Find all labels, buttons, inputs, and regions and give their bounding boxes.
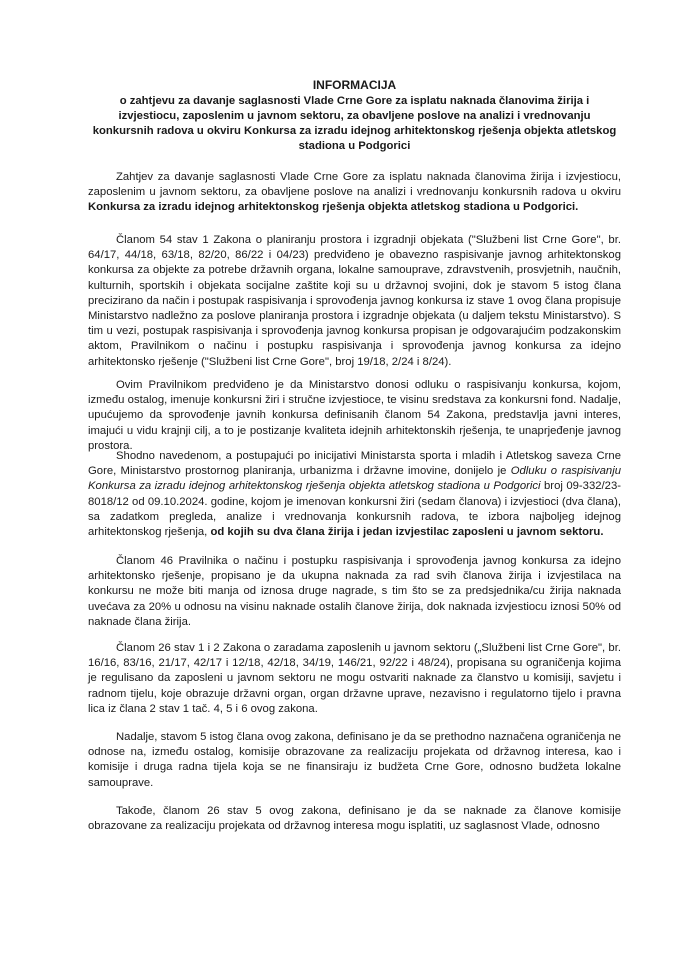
paragraph-decision-bold: od kojih su dva člana žirija i jedan izvjestilac zaposleni u javnom sektoru. <box>210 526 604 539</box>
paragraph-exceptions: Nadalje, stavom 5 istog člana ovog zakona, definisano je da se prethodno naznačena ograničenja ne odnose na, između ostalog, komisije obrazovane za realizaciju projekata od državnog interesa, kao i komisije i druga radna tijela koja se ne finansiraju iz budžeta Crne Gore, odnosno budžeta lokalne samouprave. <box>88 731 621 789</box>
paragraph-law-article-54: Članom 54 stav 1 Zakona o planiranju prostora i izgradnji objekata ("Službeni list Crne Gore", br. 64/17, 44/18, 63/18, 82/20, 86/22 i 04/23) predviđeno je obavezno raspisivanje javnog arhitektonskog konkursa za objekte za potrebe državnih organa, lokalne samouprave, zdravstvenih, prosvjetnih, naučnih, kulturnih, sportskih i objekata socijalne zaštite koji su u državnoj svojini, dok je stavom 5 istog člana precizirano da način i postupak raspisivanja i sprovođenja javnog konkursa iz stave 1 ovog člana propisuje Ministarstvo nadležno za poslove planiranja prostora i izgradnje objekata (u daljem tekstu Ministarstvo). S tim u vezi, postupak raspisivanja i sprovođenja javnog konkursa propisan je odgovarajućim podzakonskim aktom, Pravilnikom o načinu i postupku raspisivanja i sprovođenja javnog konkursa za idejno arhitektonsko rješenje ("Službeni list Crne Gore", broj 19/18, 2/24 i 8/24). <box>88 234 621 368</box>
paragraph-rulebook: Ovim Pravilnikom predviđeno je da Ministarstvo donosi odluku o raspisivanju konkursa, kojom, između ostalog, imenuje konkursni žiri i stručne izvjestioce, te visinu sredstava za konkursni fond. Nadalje, upućujemo da sprovođenje javnih konkursa definisanih članom 54 Zakona, predstavlja javni interes, imajući u vidu krajnji cilj, a to je postizanje kvaliteta idejnih arhitektonskih rješenja, te unaprjeđenje javnog prostora. <box>88 379 621 452</box>
paragraph-request-text: Zahtjev za davanje saglasnosti Vlade Crne Gore za isplatu naknada članovima žirija i izvjestiocu, zaposlenim u javnom sektoru, za obavljene poslove na analizi i vrednovanju konkursnih radova u okviru <box>88 171 621 199</box>
document-heading <box>88 78 621 154</box>
paragraph-decision-italic: Odluku o raspisivanju Konkursa za izradu idejnog arhitektonskog rješenja objekta atletskog stadiona u Podgorici <box>88 465 621 493</box>
document-title: INFORMACIJA <box>312 78 397 92</box>
document-subtitle: o zahtjevu za davanje saglasnosti Vlade Crne Gore za isplatu naknada članovima žirija i izvjestiocu, zaposlenim u javnom sektoru, za obavljene poslove na analizi i vrednovanju konkursnih radova u okviru Konkursa za izradu idejnog arhitektonskog rješenja objekta atletskog stadiona u Podgorici <box>92 95 617 152</box>
paragraph-article-46: Članom 46 Pravilnika o načinu i postupku raspisivanja i sprovođenja javnog konkursa za idejno arhitektonsko rješenje, propisano je da ukupna naknada za rad svih članova žirija i izvjestilaca na konkursu ne može biti manja od iznosa druge nagrade, s tim što se za predsjednika/cu žirija naknada uvećava za 20% u odnosu na visinu naknade ostalih članove žirija, dok naknada izvjestiocu iznosi 50% od naknade člana žirija. <box>88 555 621 628</box>
paragraph-decision-intro: Shodno navedenom, a postupajući po inicijativi Ministarsta sporta i mladih i Atletskog saveza Crne Gore, Ministarstvo prostornog planiranja, urbanizma i državne imovine, donijelo je <box>88 450 621 478</box>
paragraph-request <box>88 170 621 216</box>
paragraph-decision <box>88 449 621 540</box>
paragraph-government-consent: Takođe, članom 26 stav 5 ovog zakona, definisano je da se naknade za članove komisije obrazovane za realizaciju projekata od državnog interesa mogu isplatiti, uz saglasnost Vlade, odnosno <box>88 805 621 833</box>
paragraph-decision-body: broj 09-332/23-8018/12 od 09.10.2024. godine, kojom je imenovan konkursni žiri (sedam članova) i izvjestioci (dva člana), sa zadatkom pregleda, analize i vrednovanja konkursnih radova, te izbora najboljeg idejnog arhitektonskog rješenja, <box>88 480 621 539</box>
paragraph-request-bold: Konkursa za izradu idejnog arhitektonskog rješenja objekta atletskog stadiona u Podgorici. <box>88 201 579 214</box>
paragraph-salary-law: Članom 26 stav 1 i 2 Zakona o zaradama zaposlenih u javnom sektoru („Službeni list Crne Gore", br. 16/16, 83/16, 21/17, 42/17 i 12/18, 42/18, 34/19, 146/21, 92/22 i 48/24), propisana su ograničenja kojima je regulisano da zaposleni u javnom sektoru ne mogu ostvariti naknade za članstvo u komisiji, savjetu i radnom tijelu, koje obrazuje državni organ, organ državne uprave, nezavisno i regulatorno tijelo i pravna lica iz člana 2 stav 1 tač. 4, 5 i 6 ovog zakona. <box>88 642 621 715</box>
